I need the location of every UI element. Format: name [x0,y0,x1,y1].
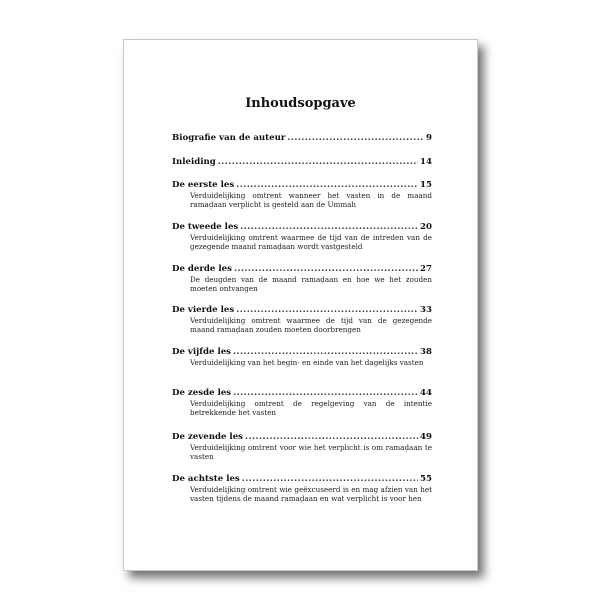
toc-label: Biografie van de auteur [172,133,286,143]
toc-label: De achtste les [172,474,240,484]
page-title: Inhoudsopgave [245,96,356,111]
toc-line [172,157,432,167]
toc-page-number: 20 [420,222,432,232]
toc-label: De eerste les [172,180,235,190]
toc-line [172,264,432,274]
toc-page-number: 9 [426,133,432,143]
toc-label: De tweede les [172,222,239,232]
toc-page-number: 38 [420,347,432,357]
toc-line [172,388,432,398]
toc-label: De zesde les [172,388,232,398]
toc-line [172,305,432,315]
dot-leader [218,157,418,167]
toc-page-number: 14 [420,157,432,167]
toc-entry [172,157,432,167]
toc-label: Inleiding [172,157,216,167]
toc-entry [172,474,432,504]
toc-entry [172,222,432,252]
toc-description: Verduidelijking van het begin- en einde van het dagelijks vasten [190,358,424,367]
toc-description: Verduidelijking omtrent waarmee de tijd van de intreden van de gezegende maand ramaḍaan wordt vastgesteld [190,233,432,252]
dot-leader [236,180,418,190]
toc-entry [172,347,432,367]
toc-page-number: 33 [420,305,432,315]
toc-page-number: 15 [420,180,432,190]
toc-entry [172,180,432,210]
toc-line [172,474,432,484]
dot-leader [242,474,418,484]
toc-line [172,347,432,357]
toc-description: Verduidelijking omtrent wanneer het vasten in de maand ramaḍaan verplicht is gesteld aan de Ummah [190,191,432,210]
toc-description: Verduidelijking omtrent voor wie het verplicht is om ramaḍaan te vasten [190,443,432,462]
toc-line [172,133,432,143]
toc-line [172,222,432,232]
dot-leader [233,388,418,398]
toc-page-number: 44 [420,388,432,398]
toc-description: Verduidelijking omtrent wie geëxcuseerd is en mag afzien van het vasten tijdens de maand ramaḍaan en wat verplicht is voor hen [190,485,432,504]
toc-page-number: 55 [420,474,432,484]
dot-leader [287,133,424,143]
toc-label: De zevende les [172,432,244,442]
toc-entry [172,432,432,462]
toc-description: Verduidelijking omtrent de regelgeving van de intentie betrekkende het vasten [190,399,432,418]
toc-entry [172,388,432,418]
toc-line [172,180,432,190]
toc-description: Verduidelijking omtrent waarmee de tijd van de gezegende maand ramaḍaan zouden moeten doorbrengen [190,316,432,335]
toc-entry [172,264,432,294]
toc-label: De vierde les [172,305,235,315]
dot-leader [234,264,418,274]
book-page [123,39,478,571]
dot-leader [236,305,418,315]
dot-leader [240,222,418,232]
toc-entry [172,305,432,335]
toc-description: De deugden van de maand ramaḍaan en hoe we het zouden moeten ontvangen [190,275,432,294]
toc-page-number: 49 [420,432,432,442]
dot-leader [233,347,418,357]
toc-label: De vijfde les [172,347,232,357]
toc-label: De derde les [172,264,232,274]
dot-leader [245,432,418,442]
toc-page-number: 27 [420,264,432,274]
toc-line [172,432,432,442]
toc-entry [172,133,432,143]
